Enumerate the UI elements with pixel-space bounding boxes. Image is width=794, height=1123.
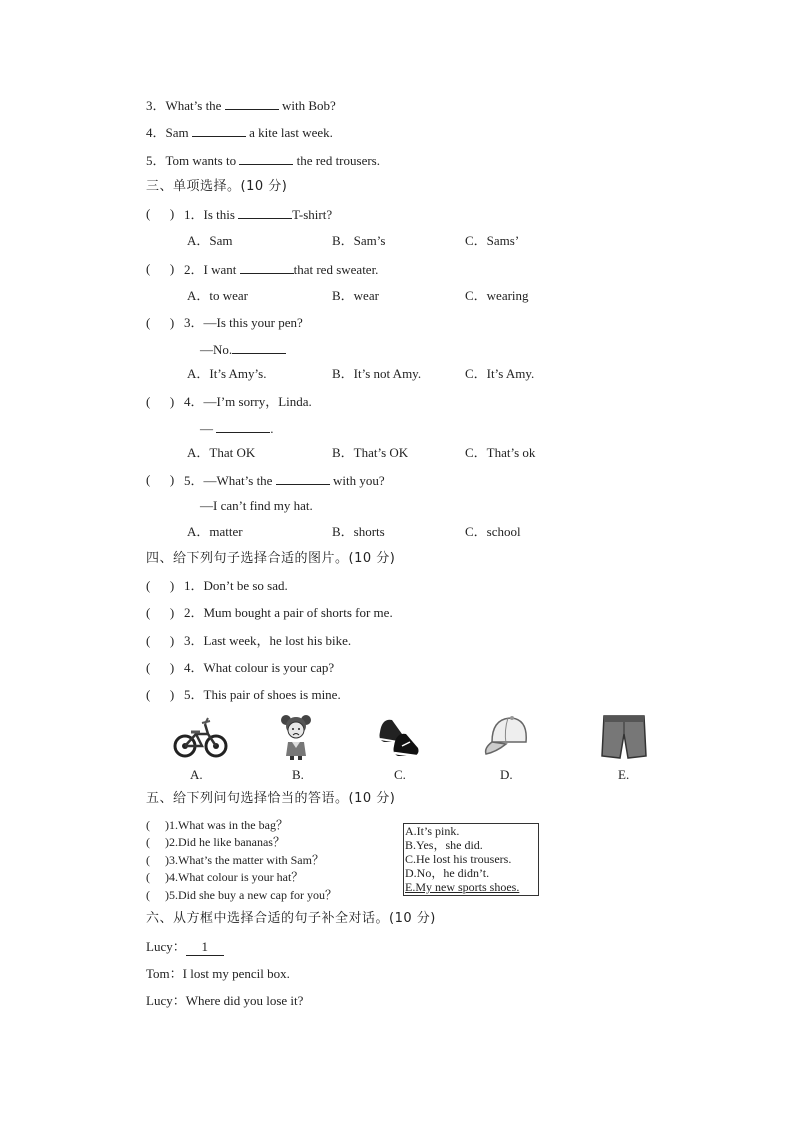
section-heading: 四、给下列句子选择合适的图片。(10 分) bbox=[146, 551, 396, 566]
option-a[interactable]: A．That OK bbox=[187, 445, 256, 460]
option-c[interactable]: C．school bbox=[465, 524, 521, 539]
sports-shoes-icon bbox=[376, 712, 424, 760]
option-b[interactable]: B．Sam’s bbox=[332, 233, 386, 248]
question-text: 4．Sam bbox=[146, 125, 189, 140]
answer-blank[interactable] bbox=[239, 152, 293, 165]
answer-blank[interactable] bbox=[192, 124, 246, 137]
question-text: a kite last week. bbox=[249, 125, 333, 140]
question-2[interactable]: ( )2.Did he like bananas？ bbox=[146, 835, 285, 849]
question-3[interactable]: ( )3.What’s the matter with Sam？ bbox=[146, 853, 324, 867]
mc-question-3-response bbox=[200, 341, 286, 358]
answer-parentheses[interactable]: ( ) bbox=[146, 660, 175, 675]
picture-label-c: C. bbox=[394, 767, 406, 782]
answer-blank[interactable] bbox=[240, 261, 294, 274]
answer-blank[interactable] bbox=[225, 97, 279, 110]
question-text: 2．I want bbox=[184, 262, 237, 277]
question-1[interactable]: ( )1.What was in the bag？ bbox=[146, 818, 288, 832]
mc-question-5 bbox=[184, 472, 385, 489]
question-text: the red trousers. bbox=[296, 153, 380, 168]
answer-parentheses[interactable]: ( ) bbox=[146, 472, 175, 487]
question-text: — bbox=[200, 421, 213, 436]
section-heading: 五、给下列问句选择恰当的答语。(10 分) bbox=[146, 791, 396, 806]
answer-option-b: B.Yes，she did. bbox=[405, 838, 483, 852]
answer-parentheses[interactable]: ( ) bbox=[146, 394, 175, 409]
option-c[interactable]: C．That’s ok bbox=[465, 445, 536, 460]
bike-icon bbox=[172, 712, 228, 760]
fill-question-5 bbox=[146, 152, 380, 169]
section-heading: 三、单项选择。(10 分) bbox=[146, 179, 288, 194]
question-text: with you? bbox=[332, 473, 385, 488]
answer-box bbox=[403, 823, 539, 896]
answer-parentheses[interactable]: ( ) bbox=[146, 578, 175, 593]
picture-label-a: A. bbox=[190, 767, 203, 782]
mc-question-5-response: —I can’t find my hat. bbox=[200, 498, 313, 513]
option-a[interactable]: A．Sam bbox=[187, 233, 233, 248]
picture-question-2: 2．Mum bought a pair of shorts for me. bbox=[184, 605, 393, 620]
sad-girl-icon bbox=[278, 712, 314, 760]
option-a[interactable]: A．matter bbox=[187, 524, 243, 539]
question-text: with Bob? bbox=[281, 98, 336, 113]
picture-label-d: D. bbox=[500, 767, 513, 782]
question-text: 5．Tom wants to bbox=[146, 153, 237, 168]
mc-question-4: 4．—I’m sorry，Linda. bbox=[184, 394, 312, 409]
answer-parentheses[interactable]: ( ) bbox=[146, 687, 175, 702]
answer-parentheses[interactable]: ( ) bbox=[146, 633, 175, 648]
shorts-icon bbox=[600, 712, 648, 760]
option-c[interactable]: C．Sams’ bbox=[465, 233, 520, 248]
mc-question-2 bbox=[184, 261, 378, 278]
answer-option-a: A.It’s pink. bbox=[405, 824, 460, 838]
dialogue-line-3: Lucy：Where did you lose it? bbox=[146, 993, 304, 1008]
mc-question-1 bbox=[184, 206, 332, 223]
question-5[interactable]: ( )5.Did she buy a new cap for you？ bbox=[146, 888, 337, 902]
answer-option-d: D.No，he didn’t. bbox=[405, 866, 490, 880]
option-b[interactable]: B．wear bbox=[332, 288, 379, 303]
question-text: that red sweater. bbox=[293, 262, 379, 277]
question-text: 5．—What’s the bbox=[184, 473, 273, 488]
answer-blank[interactable] bbox=[238, 206, 292, 219]
question-4[interactable]: ( )4.What colour is your hat？ bbox=[146, 870, 304, 884]
answer-blank[interactable] bbox=[232, 341, 286, 354]
question-text: 1．Is this bbox=[184, 207, 235, 222]
option-a[interactable]: A．to wear bbox=[187, 288, 249, 303]
answer-blank[interactable] bbox=[276, 472, 330, 485]
mc-question-3: 3．—Is this your pen? bbox=[184, 315, 303, 330]
picture-question-5: 5．This pair of shoes is mine. bbox=[184, 687, 341, 702]
answer-parentheses[interactable]: ( ) bbox=[146, 605, 175, 620]
option-b[interactable]: B．That’s OK bbox=[332, 445, 409, 460]
fill-question-3 bbox=[146, 97, 336, 114]
mc-question-4-response bbox=[200, 420, 274, 437]
dialogue-line-2: Tom：I lost my pencil box. bbox=[146, 966, 290, 981]
picture-question-3: 3．Last week，he lost his bike. bbox=[184, 633, 352, 648]
option-b[interactable]: B．shorts bbox=[332, 524, 385, 539]
picture-question-1: 1．Don’t be so sad. bbox=[184, 578, 288, 593]
option-a[interactable]: A．It’s Amy’s. bbox=[187, 366, 267, 381]
dialogue-line-1 bbox=[146, 939, 224, 956]
question-text: —No. bbox=[200, 342, 233, 357]
answer-blank[interactable] bbox=[186, 939, 224, 956]
answer-option-c: C.He lost his trousers. bbox=[405, 852, 512, 866]
answer-parentheses[interactable]: ( ) bbox=[146, 261, 175, 276]
answer-parentheses[interactable]: ( ) bbox=[146, 315, 175, 330]
question-text: 3．What’s the bbox=[146, 98, 222, 113]
picture-label-b: B. bbox=[292, 767, 304, 782]
cap-icon bbox=[482, 712, 532, 760]
option-c[interactable]: C．wearing bbox=[465, 288, 529, 303]
speaker-label: Lucy： bbox=[146, 939, 186, 954]
picture-question-4: 4．What colour is your cap? bbox=[184, 660, 335, 675]
blank-number: 1 bbox=[201, 939, 208, 954]
answer-option-e: E.My new sports shoes. bbox=[405, 880, 520, 894]
question-text: T-shirt? bbox=[292, 207, 333, 222]
section-heading: 六、从方框中选择合适的句子补全对话。(10 分) bbox=[146, 911, 436, 926]
option-c[interactable]: C．It’s Amy. bbox=[465, 366, 535, 381]
picture-label-e: E. bbox=[618, 767, 630, 782]
fill-question-4 bbox=[146, 124, 333, 141]
answer-parentheses[interactable]: ( ) bbox=[146, 206, 175, 221]
option-b[interactable]: B．It’s not Amy. bbox=[332, 366, 422, 381]
question-text: . bbox=[270, 421, 274, 436]
answer-blank[interactable] bbox=[216, 420, 270, 433]
